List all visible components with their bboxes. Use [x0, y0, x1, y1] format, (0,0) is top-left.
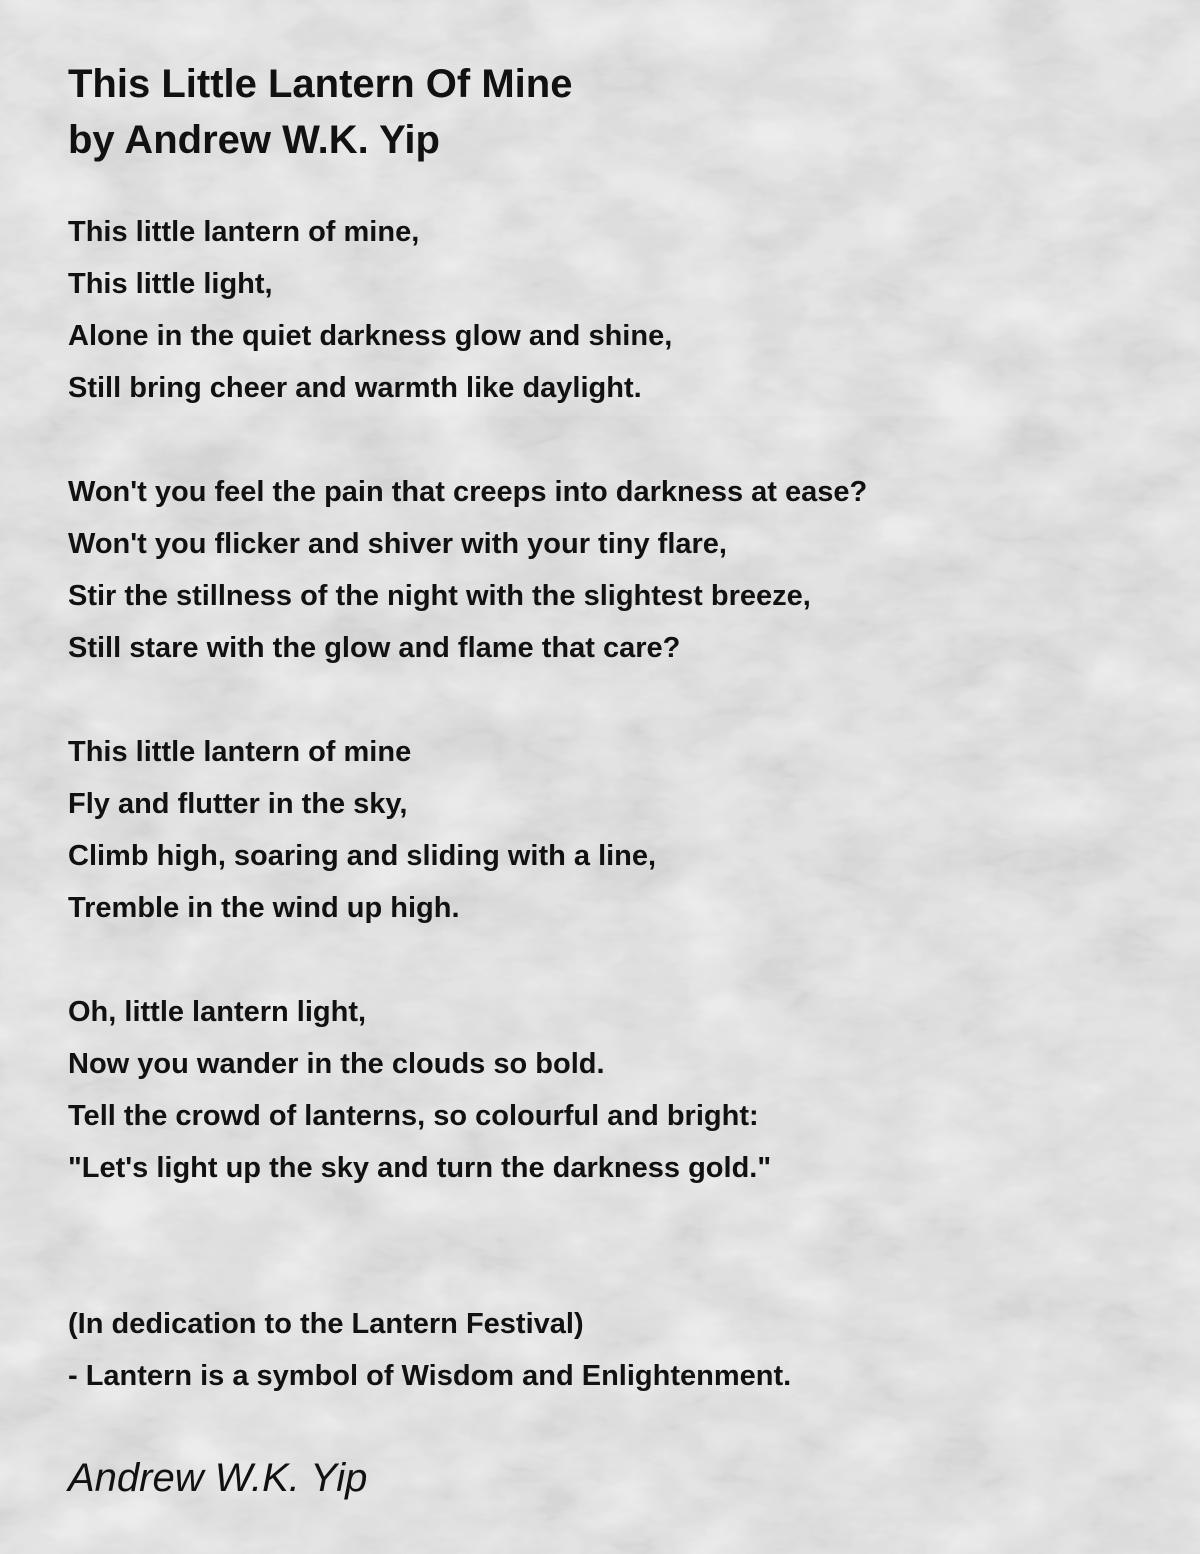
poem-line: This little light, — [68, 268, 273, 300]
poem-line: Oh, little lantern light, — [68, 996, 367, 1028]
stanza — [68, 726, 1148, 934]
poem-title: This Little Lantern Of Mine — [68, 62, 573, 106]
stanza — [68, 466, 1148, 674]
poem-line: Still stare with the glow and flame that care? — [68, 632, 681, 664]
poem-line: Tremble in the wind up high. — [68, 892, 460, 924]
poem-line: Won't you flicker and shiver with your tiny flare, — [68, 528, 727, 560]
dedication-note — [68, 1298, 1148, 1402]
stanza — [68, 206, 1148, 414]
poem-line: "Let's light up the sky and turn the darkness gold." — [68, 1152, 772, 1184]
poem-line: Now you wander in the clouds so bold. — [68, 1048, 605, 1080]
poem-line: Alone in the quiet darkness glow and shine, — [68, 320, 673, 352]
poem-byline: by Andrew W.K. Yip — [68, 118, 440, 162]
dedication-line: - Lantern is a symbol of Wisdom and Enlightenment. — [68, 1360, 792, 1392]
poem-line: Stir the stillness of the night with the slightest breeze, — [68, 580, 811, 612]
poem-page — [68, 56, 1148, 1504]
poem-line: This little lantern of mine, — [68, 216, 420, 248]
dedication-line: (In dedication to the Lantern Festival) — [68, 1308, 584, 1340]
author-signature: Andrew W.K. Yip — [68, 1456, 368, 1500]
poem-line: This little lantern of mine — [68, 736, 412, 768]
poem-line: Climb high, soaring and sliding with a line, — [68, 840, 657, 872]
stanza — [68, 986, 1148, 1194]
poem-line: Tell the crowd of lanterns, so colourful and bright: — [68, 1100, 759, 1132]
poem-line: Fly and flutter in the sky, — [68, 788, 408, 820]
poem-line: Still bring cheer and warmth like daylight. — [68, 372, 642, 404]
poem-line: Won't you feel the pain that creeps into darkness at ease? — [68, 476, 868, 508]
